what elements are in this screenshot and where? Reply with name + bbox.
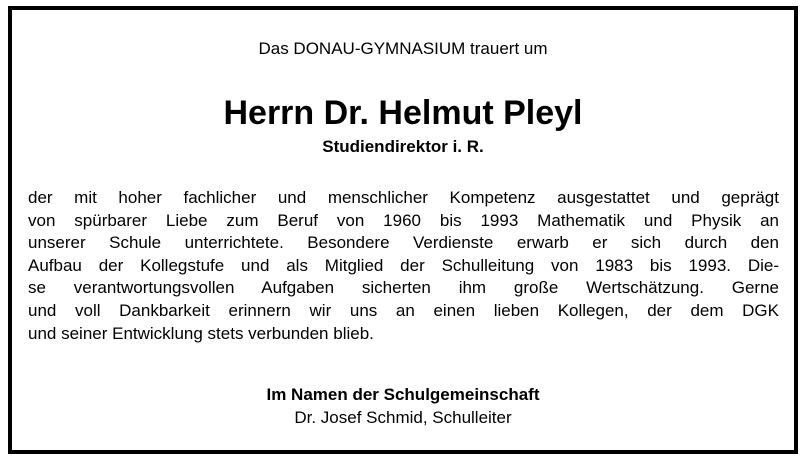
body-line: von spürbarer Liebe zum Beruf von 1960 bis 1993 Mathematik und Physik an [28, 210, 779, 230]
body-line: und seiner Entwicklung stets verbunden blieb. [28, 323, 374, 343]
signature-title: Im Namen der Schulgemeinschaft [266, 385, 540, 404]
body-line: unserer Schule unterrichtete. Besondere Verdienste erwarb er sich durch den [28, 233, 779, 253]
body-line: und voll Dankbarkeit erinnern wir uns an einen lieben Kollegen, der dem DGK [28, 300, 779, 320]
intro-line: Das DONAU-GYMNASIUM trauert um [258, 39, 548, 58]
signature-name: Dr. Josef Schmid, Schulleiter [294, 408, 512, 427]
obituary-notice [8, 6, 798, 454]
body-line: Aufbau der Kollegstufe und als Mitglied der Schulleitung von 1983 bis 1993. Die- [28, 255, 779, 275]
deceased-name: Herrn Dr. Helmut Pleyl [223, 94, 583, 132]
body-line: se verantwortungsvollen Aufgaben sicherten ihm große Wertschätzung. Gerne [28, 278, 779, 298]
deceased-rank: Studiendirektor i. R. [322, 137, 484, 156]
body-line: der mit hoher fachlicher und menschlicher Kompetenz ausgestattet und geprägt [28, 188, 779, 207]
notice-body [28, 187, 779, 345]
